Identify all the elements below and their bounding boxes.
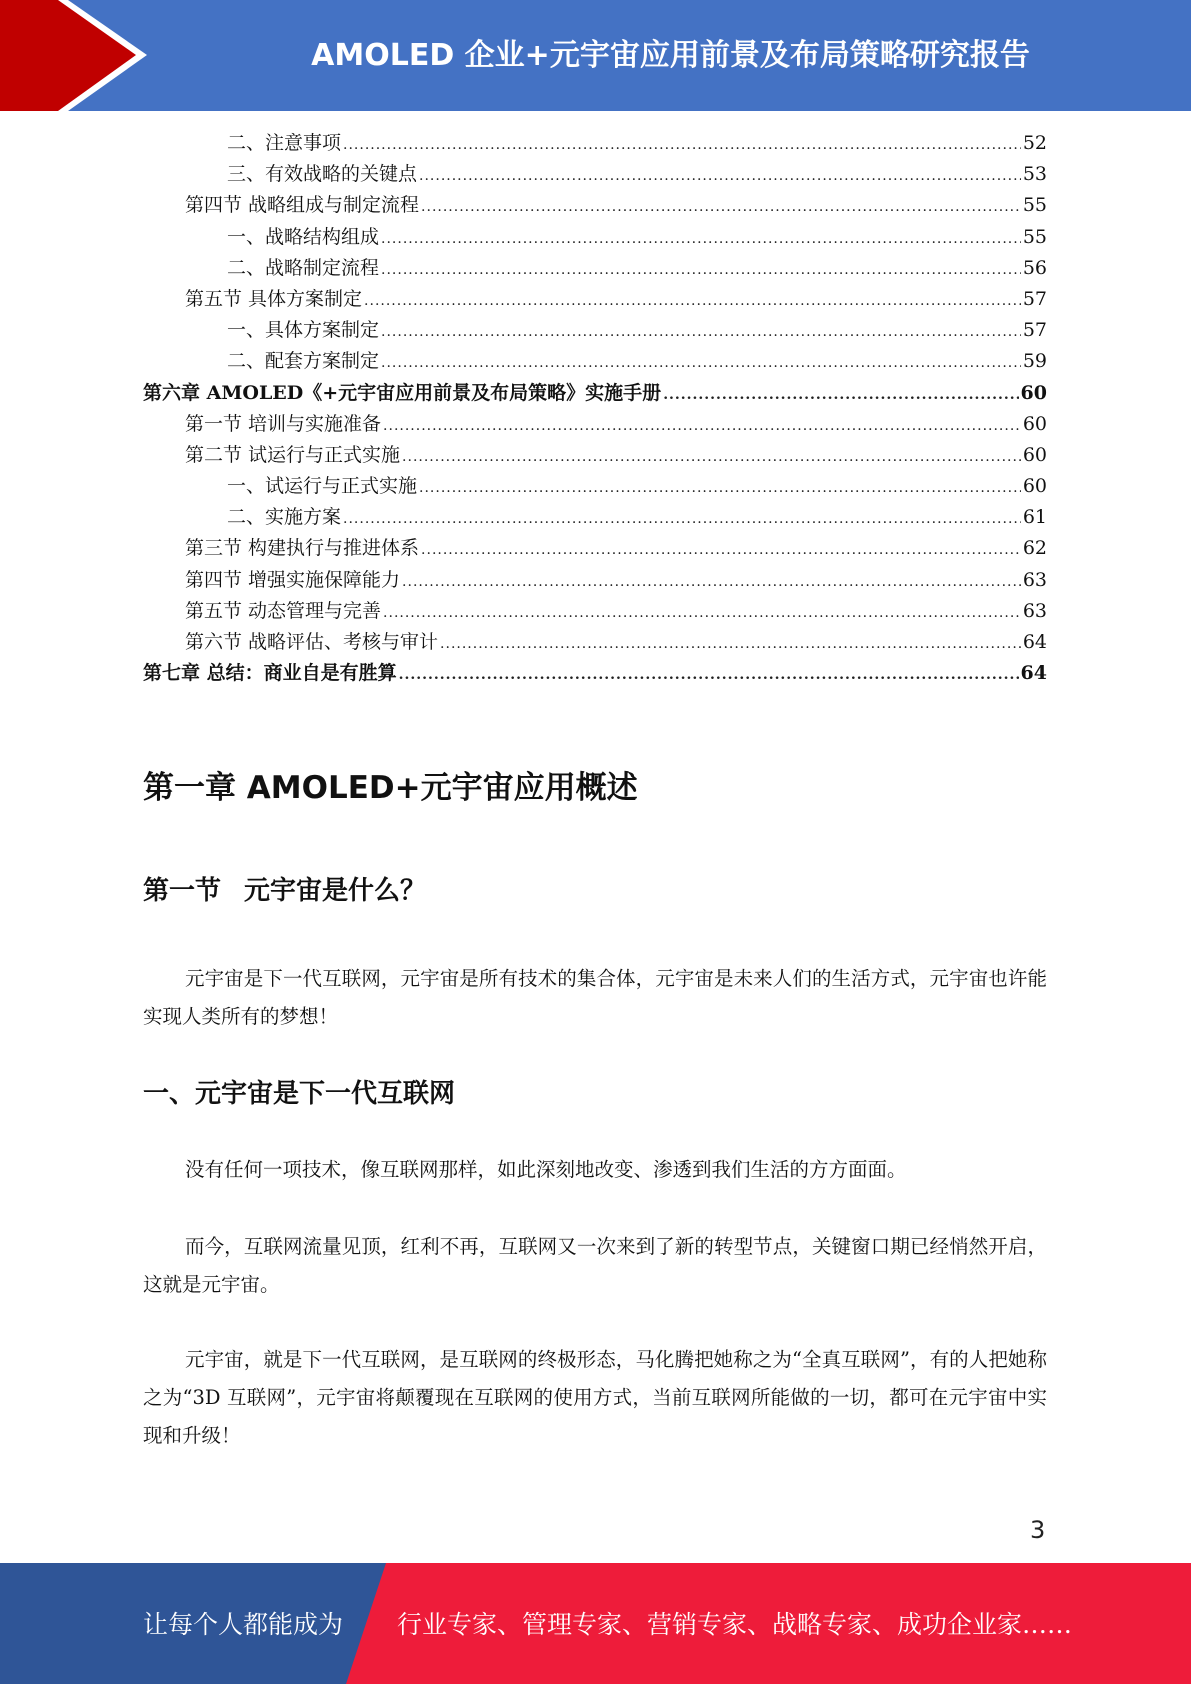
toc-entry[interactable]: [143, 502, 1047, 533]
toc-entry-page: 56: [1022, 256, 1047, 279]
toc-entry-title: 第五节 动态管理与完善: [185, 599, 382, 622]
body-paragraph-1: 没有任何一项技术，像互联网那样，如此深刻地改变、渗透到我们生活的方方面面。: [185, 1158, 907, 1181]
section-title: 第一节 元宇宙是什么？: [143, 876, 427, 906]
toc-entry[interactable]: [143, 627, 1047, 658]
toc-entry-title: 一、具体方案制定: [227, 319, 380, 342]
toc-entry-page: 60: [1022, 475, 1047, 498]
toc-entry-page: 63: [1022, 599, 1047, 622]
toc-leader-dots: [402, 442, 1021, 473]
toc-entry-title: 二、配套方案制定: [227, 350, 380, 373]
toc-entry-title: 一、战略结构组成: [227, 225, 380, 248]
header-title: AMOLED 企业+元宇宙应用前景及布局策略研究报告: [311, 38, 1030, 73]
toc-entry[interactable]: [143, 378, 1047, 409]
toc-leader-dots: [399, 660, 1019, 691]
toc-entry-title: 第二节 试运行与正式实施: [185, 443, 401, 466]
toc-entry[interactable]: [143, 315, 1047, 346]
toc-entry-page: 59: [1022, 350, 1047, 373]
toc-entry[interactable]: [143, 253, 1047, 284]
toc-leader-dots: [440, 629, 1021, 660]
toc-entry[interactable]: [143, 440, 1047, 471]
toc-entry-title: 二、实施方案: [227, 506, 342, 529]
page-footer: [0, 1563, 1191, 1684]
toc-leader-dots: [421, 535, 1021, 566]
toc-entry[interactable]: [143, 596, 1047, 627]
toc-entry-title: 第一节 培训与实施准备: [185, 412, 382, 435]
toc-entry[interactable]: [143, 409, 1047, 440]
body-paragraph-3: 元宇宙，就是下一代互联网，是互联网的终极形态，马化腾把她称之为“全真互联网”，有的人把她称之为“3D 互联网”，元宇宙将颠覆现在互联网的使用方式，当前互联网所能做的一切，都可在元宇宙中实现和升级！: [143, 1348, 1047, 1447]
toc-entry-title: 第四节 战略组成与制定流程: [185, 194, 420, 217]
toc-entry[interactable]: [143, 128, 1047, 159]
page-header: [0, 0, 1191, 111]
toc-leader-dots: [343, 130, 1021, 161]
toc-entry[interactable]: [143, 533, 1047, 564]
toc-entry-page: 61: [1022, 506, 1047, 529]
toc-entry-title: 三、有效战略的关键点: [227, 163, 418, 186]
toc-entry-page: 57: [1022, 319, 1047, 342]
toc-leader-dots: [383, 598, 1021, 629]
toc-entry-title: 第四节 增强实施保障能力: [185, 568, 401, 591]
toc-entry-page: 64: [1020, 662, 1047, 685]
toc-entry-page: 60: [1022, 443, 1047, 466]
toc-entry-title: 第五节 具体方案制定: [185, 287, 363, 310]
subsection-title: 一、元宇宙是下一代互联网: [143, 1079, 456, 1109]
table-of-contents: [143, 128, 1047, 689]
toc-leader-dots: [381, 224, 1021, 255]
toc-leader-dots: [421, 192, 1021, 223]
toc-entry[interactable]: [143, 346, 1047, 377]
toc-leader-dots: [383, 411, 1021, 442]
toc-entry-page: 60: [1022, 412, 1047, 435]
chapter-title: 第一章 AMOLED+元宇宙应用概述: [143, 770, 638, 806]
toc-entry-page: 64: [1022, 631, 1047, 653]
header-arrow-decoration: [0, 0, 160, 111]
toc-entry[interactable]: [143, 565, 1047, 596]
toc-entry-page: 55: [1022, 225, 1047, 248]
toc-entry[interactable]: [143, 284, 1047, 315]
page-number: 3: [1030, 1516, 1046, 1544]
toc-entry-page: 57: [1022, 287, 1047, 310]
toc-entry-page: 52: [1022, 132, 1047, 154]
footer-slogan-right: 行业专家、管理专家、营销专家、战略专家、成功企业家……: [397, 1610, 1073, 1639]
toc-leader-dots: [381, 348, 1021, 379]
toc-entry-title: 二、注意事项: [227, 132, 342, 154]
toc-leader-dots: [402, 567, 1021, 598]
toc-entry-page: 53: [1022, 163, 1047, 186]
toc-leader-dots: [419, 473, 1021, 504]
intro-paragraph: 元宇宙是下一代互联网，元宇宙是所有技术的集合体，元宇宙是未来人们的生活方式，元宇宙也许能实现人类所有的梦想！: [143, 967, 1047, 1028]
toc-leader-dots: [343, 504, 1021, 535]
footer-slogan-left: 让每个人都能成为: [143, 1610, 344, 1639]
toc-entry[interactable]: [143, 658, 1047, 689]
toc-entry-page: 60: [1020, 381, 1047, 404]
toc-entry-title: 一、试运行与正式实施: [227, 475, 418, 498]
toc-entry[interactable]: [143, 159, 1047, 190]
toc-entry-title: 第六节 战略评估、考核与审计: [185, 631, 439, 653]
toc-leader-dots: [381, 317, 1021, 348]
toc-entry-title: 二、战略制定流程: [227, 256, 380, 279]
toc-entry[interactable]: [143, 222, 1047, 253]
toc-entry-page: 63: [1022, 568, 1047, 591]
toc-leader-dots: [381, 255, 1021, 286]
toc-entry[interactable]: [143, 471, 1047, 502]
toc-entry-title: 第七章 总结：商业自是有胜算: [143, 662, 397, 685]
toc-leader-dots: [419, 161, 1021, 192]
toc-entry-title: 第六章 AMOLED《+元宇宙应用前景及布局策略》实施手册: [143, 381, 662, 404]
toc-entry-page: 62: [1022, 537, 1047, 560]
toc-leader-dots: [364, 286, 1021, 317]
toc-leader-dots: [663, 380, 1018, 411]
toc-entry-page: 55: [1022, 194, 1047, 217]
toc-entry[interactable]: [143, 190, 1047, 221]
body-paragraph-2: 而今，互联网流量见顶，红利不再，互联网又一次来到了新的转型节点，关键窗口期已经悄然开启，这就是元宇宙。: [143, 1235, 1047, 1296]
toc-entry-title: 第三节 构建执行与推进体系: [185, 537, 420, 560]
